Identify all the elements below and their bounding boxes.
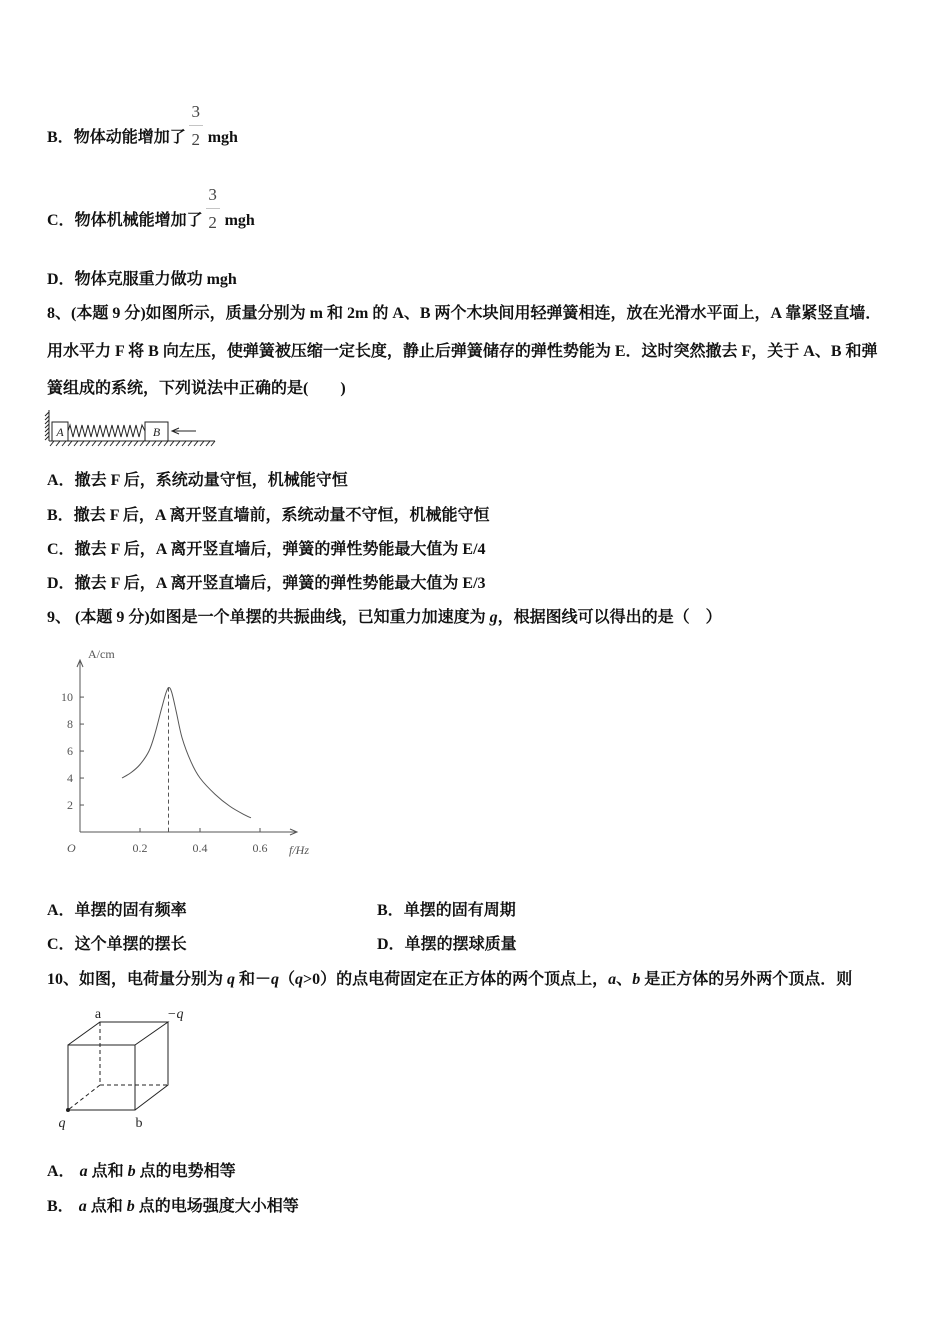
option-text: 这个单摆的摆长 xyxy=(74,936,187,953)
option-label: D． xyxy=(377,936,405,953)
y-tick-label: 2 xyxy=(67,798,73,813)
spring xyxy=(68,425,145,437)
q10-option-b xyxy=(47,1197,299,1217)
option-label: B． xyxy=(47,507,74,524)
option-text: 撤去 F 后，A 离开竖直墙后，弹簧的弹性势能最大值为 E/3 xyxy=(74,575,486,592)
vertex-b-label: b xyxy=(135,1116,143,1131)
cube-front-face xyxy=(68,1045,135,1110)
cube-right-face xyxy=(135,1022,168,1110)
option-label: B． xyxy=(47,1198,74,1215)
q7-option-d xyxy=(47,270,237,290)
wall-hatching xyxy=(45,412,49,440)
stem-text: ，根据图线可以得出的是（ ） xyxy=(497,609,722,626)
chart-marks xyxy=(61,688,268,855)
option-label: B． xyxy=(47,129,74,146)
fraction-denominator: 2 xyxy=(191,130,200,149)
cube-top-face xyxy=(68,1022,168,1045)
positive-charge-label: q xyxy=(58,1116,66,1131)
spring-blocks-figure xyxy=(42,406,220,450)
q9-option-c xyxy=(47,935,187,955)
option-symbol-b: b xyxy=(127,1163,136,1180)
stem-text: 是正方体的另外两个顶点．则 xyxy=(640,971,853,988)
resonance-curve-line xyxy=(122,688,251,818)
option-text: 物体动能增加了 xyxy=(73,129,186,146)
vertex-a-label: a xyxy=(94,1007,102,1022)
q9-option-b xyxy=(377,901,516,921)
option-label: A． xyxy=(47,472,75,489)
option-text: 单摆的固有周期 xyxy=(403,902,516,919)
y-tick-label: 8 xyxy=(67,717,73,732)
option-text: 撤去 F 后，系统动量守恒，机械能守恒 xyxy=(74,472,348,489)
option-symbol-a: a xyxy=(79,1163,88,1180)
option-text: 点和 xyxy=(86,1198,127,1215)
option-text: 点的电势相等 xyxy=(135,1163,236,1180)
cube-figure xyxy=(50,1005,195,1133)
negative-charge-label: −q xyxy=(167,1007,184,1022)
q8-stem-line-3: 簧组成的系统，下列说法中正确的是( ) xyxy=(47,380,346,397)
q8-option-d xyxy=(47,574,486,594)
x-tick-label: 0.6 xyxy=(252,841,268,855)
stem-symbol-g: g xyxy=(489,609,498,626)
floor-hatching xyxy=(50,441,215,446)
q8-stem-line-2: 用水平力 F 将 B 向左压，使弹簧被压缩一定长度，静止后弹簧储存的弹性势能为 E．这时突然撤去 F，关于 A、B 和弹 xyxy=(47,343,878,360)
y-tick-label: 6 xyxy=(67,744,73,759)
block-a-label: A xyxy=(56,425,64,439)
option-text: 点和 xyxy=(87,1163,128,1180)
q9-option-a xyxy=(47,901,187,921)
stem-text: >0）的点电荷固定在正方体的两个顶点上， xyxy=(303,971,609,988)
option-label: A． xyxy=(47,902,75,919)
fraction-numerator: 3 xyxy=(191,102,200,121)
q7-option-c xyxy=(47,185,255,232)
x-axis-label: f/Hz xyxy=(289,843,310,857)
fraction xyxy=(190,102,202,149)
stem-symbol: a xyxy=(608,971,617,988)
option-label: A． xyxy=(47,1163,75,1180)
option-text: 物体克服重力做功 mgh xyxy=(74,271,237,288)
fraction-bar xyxy=(206,208,220,209)
option-text: 物体机械能增加了 xyxy=(74,212,203,229)
resonance-curve-chart xyxy=(45,640,335,865)
stem-text: 和－ xyxy=(235,971,272,988)
stem-symbol: q xyxy=(227,971,236,988)
fraction-numerator: 3 xyxy=(208,185,217,204)
y-tick-label: 4 xyxy=(67,771,73,786)
fraction-bar xyxy=(189,125,203,126)
q8-option-b xyxy=(47,506,490,526)
stem-text: （ xyxy=(279,971,296,988)
q10-stem xyxy=(47,970,852,990)
q9-stem xyxy=(47,608,722,628)
q8-stem-line-1: 8、(本题 9 分)如图所示，质量分别为 m 和 2m 的 A、B 两个木块间用轻弹簧相连，放在光滑水平面上，A 靠紧竖直墙． xyxy=(47,305,882,322)
q7-option-b xyxy=(47,102,238,149)
stem-symbol: q xyxy=(271,971,280,988)
option-symbol-b: b xyxy=(126,1198,135,1215)
origin-label: O xyxy=(67,841,76,855)
q9-option-d xyxy=(377,935,517,955)
option-label: C． xyxy=(47,541,75,558)
option-label: C． xyxy=(47,936,75,953)
fraction xyxy=(207,185,219,232)
stem-text: 、 xyxy=(616,971,633,988)
y-tick-label: 10 xyxy=(61,690,73,705)
option-label: D． xyxy=(47,575,75,592)
option-tail: mgh xyxy=(207,129,238,146)
stem-symbol: q xyxy=(295,971,304,988)
q10-option-a xyxy=(47,1162,236,1182)
x-tick-label: 0.4 xyxy=(192,841,208,855)
charge-dot xyxy=(66,1108,70,1112)
stem-text: 10、如图，电荷量分别为 xyxy=(47,971,228,988)
option-label: B． xyxy=(377,902,404,919)
block-b-label: B xyxy=(152,425,161,439)
option-label: D． xyxy=(47,271,75,288)
option-text: 单摆的摆球质量 xyxy=(404,936,517,953)
y-axis-label: A/cm xyxy=(88,647,115,661)
x-tick-label: 0.2 xyxy=(132,841,148,855)
option-text: 点的电场强度大小相等 xyxy=(134,1198,299,1215)
option-symbol-a: a xyxy=(78,1198,87,1215)
option-label: C． xyxy=(47,212,75,229)
option-tail: mgh xyxy=(224,212,255,229)
fraction-denominator: 2 xyxy=(208,213,217,232)
option-text: 撤去 F 后，A 离开竖直墙后，弹簧的弹性势能最大值为 E/4 xyxy=(74,541,486,558)
q8-option-a xyxy=(47,471,348,491)
option-text: 单摆的固有频率 xyxy=(74,902,187,919)
q8-option-c xyxy=(47,540,486,560)
stem-text: 9、 (本题 9 分)如图是一个单摆的共振曲线，已知重力加速度为 xyxy=(47,609,490,626)
option-text: 撤去 F 后，A 离开竖直墙前，系统动量不守恒，机械能守恒 xyxy=(73,507,490,524)
stem-symbol: b xyxy=(632,971,641,988)
